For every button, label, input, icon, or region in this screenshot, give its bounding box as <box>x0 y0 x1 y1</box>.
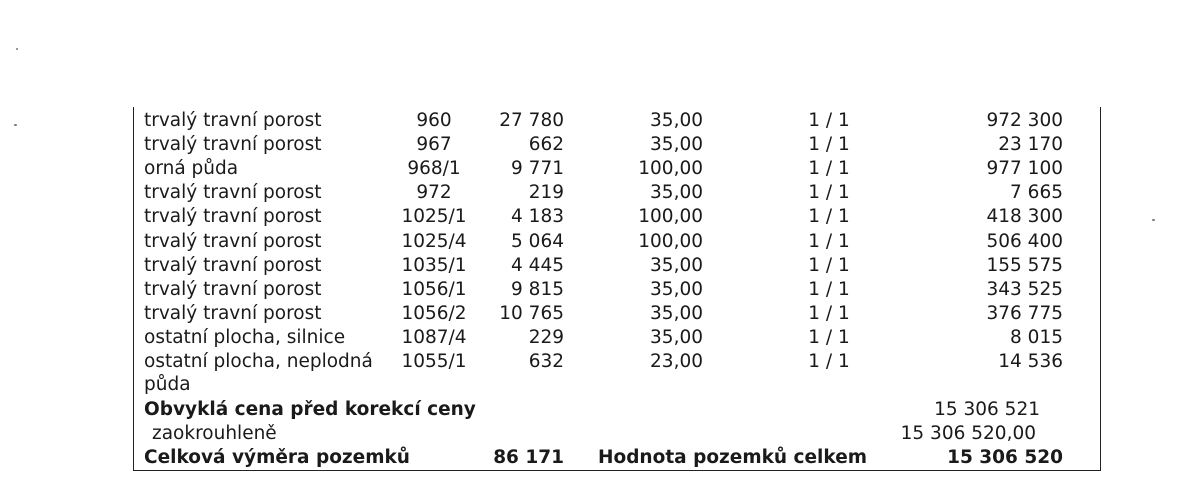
area-cell: 10 765 <box>499 302 564 324</box>
table-row <box>134 302 1100 326</box>
table-row <box>134 157 1100 181</box>
parcel-number-cell: 1035/1 <box>401 254 467 276</box>
share-cell: 1 / 1 <box>808 182 850 204</box>
land-valuation-table <box>133 107 1101 471</box>
unit-price-cell: 35,00 <box>650 134 703 156</box>
scan-speck <box>16 48 18 50</box>
value-cell: 972 300 <box>986 110 1063 131</box>
parcel-number-cell: 960 <box>416 110 452 131</box>
table-row <box>134 254 1100 278</box>
parcel-number-cell: 972 <box>416 182 452 204</box>
rounded-row <box>134 422 1100 446</box>
land-type-cell: trvalý travní porost <box>144 230 322 252</box>
value-cell: 7 665 <box>1010 182 1063 204</box>
total-value-value: 15 306 520 <box>947 447 1063 468</box>
unit-price-cell: 35,00 <box>650 182 703 204</box>
rounded-value: 15 306 520,00 <box>900 423 1036 444</box>
value-cell: 418 300 <box>986 206 1063 228</box>
value-cell: 506 400 <box>986 230 1063 252</box>
table-row <box>134 109 1100 133</box>
rounded-label: zaokrouhleně <box>152 423 277 444</box>
parcel-number-cell: 1056/2 <box>401 302 467 324</box>
table-row <box>134 326 1100 350</box>
unit-price-cell: 100,00 <box>638 230 703 252</box>
unit-price-cell: 35,00 <box>650 302 703 324</box>
share-cell: 1 / 1 <box>808 158 850 180</box>
total-value-label: Hodnota pozemků celkem <box>598 447 868 468</box>
land-type-cell: ostatní plocha, neplodná <box>144 351 373 372</box>
unit-price-cell: 23,00 <box>650 351 703 372</box>
value-cell: 977 100 <box>986 158 1063 180</box>
parcel-number-cell: 1025/1 <box>401 206 467 228</box>
parcel-number-cell: 1056/1 <box>401 278 467 300</box>
total-row <box>134 446 1100 471</box>
parcel-number-cell: 1025/4 <box>401 230 467 252</box>
area-cell: 5 064 <box>511 230 564 252</box>
area-cell: 9 771 <box>511 158 564 180</box>
area-cell: 4 183 <box>511 206 564 228</box>
unit-price-cell: 35,00 <box>650 110 703 131</box>
value-cell: 155 575 <box>986 254 1063 276</box>
parcel-number-cell: 1055/1 <box>401 351 467 372</box>
total-area-label: Celková výměra pozemků <box>144 447 410 468</box>
pre-correction-row <box>134 398 1100 422</box>
table-row <box>134 278 1100 302</box>
table-row <box>134 230 1100 254</box>
area-cell: 219 <box>528 182 564 204</box>
area-cell: 632 <box>528 351 564 372</box>
pre-correction-label: Obvyklá cena před korekcí ceny <box>144 399 476 420</box>
value-cell: 23 170 <box>998 134 1063 156</box>
area-cell: 4 445 <box>511 254 564 276</box>
land-type-continuation: půda <box>144 374 191 395</box>
pre-correction-value: 15 306 521 <box>934 399 1040 420</box>
area-cell: 9 815 <box>511 278 564 300</box>
unit-price-cell: 100,00 <box>638 206 703 228</box>
land-type-cell: trvalý travní porost <box>144 302 322 324</box>
land-type-cell: orná půda <box>144 158 239 180</box>
table-row <box>134 133 1100 157</box>
share-cell: 1 / 1 <box>808 351 850 372</box>
land-type-cell: trvalý travní porost <box>144 134 322 156</box>
unit-price-cell: 35,00 <box>650 254 703 276</box>
land-type-cell: ostatní plocha, silnice <box>144 326 346 348</box>
unit-price-cell: 100,00 <box>638 158 703 180</box>
parcel-number-cell: 968/1 <box>407 158 461 180</box>
parcel-number-cell: 1087/4 <box>401 326 467 348</box>
land-type-cell: trvalý travní porost <box>144 254 322 276</box>
area-cell: 662 <box>528 134 564 156</box>
area-cell: 27 780 <box>499 110 564 131</box>
share-cell: 1 / 1 <box>808 134 850 156</box>
unit-price-cell: 35,00 <box>650 278 703 300</box>
share-cell: 1 / 1 <box>808 326 850 348</box>
table-row <box>134 350 1100 374</box>
share-cell: 1 / 1 <box>808 206 850 228</box>
value-cell: 343 525 <box>986 278 1063 300</box>
value-cell: 376 775 <box>986 302 1063 324</box>
area-cell: 229 <box>528 326 564 348</box>
share-cell: 1 / 1 <box>808 254 850 276</box>
table-row <box>134 205 1100 229</box>
parcel-number-cell: 967 <box>416 134 452 156</box>
share-cell: 1 / 1 <box>808 302 850 324</box>
value-cell: 14 536 <box>998 351 1063 372</box>
last-row-continuation <box>134 373 1100 397</box>
total-area-value: 86 171 <box>493 447 564 468</box>
share-cell: 1 / 1 <box>808 110 850 131</box>
table-row <box>134 181 1100 205</box>
share-cell: 1 / 1 <box>808 230 850 252</box>
value-cell: 8 015 <box>1010 326 1063 348</box>
land-type-cell: trvalý travní porost <box>144 278 322 300</box>
share-cell: 1 / 1 <box>808 278 850 300</box>
scan-speck <box>1152 219 1155 221</box>
land-type-cell: trvalý travní porost <box>144 206 322 228</box>
scan-speck <box>14 124 17 126</box>
unit-price-cell: 35,00 <box>650 326 703 348</box>
land-type-cell: trvalý travní porost <box>144 182 322 204</box>
land-type-cell: trvalý travní porost <box>144 110 322 131</box>
